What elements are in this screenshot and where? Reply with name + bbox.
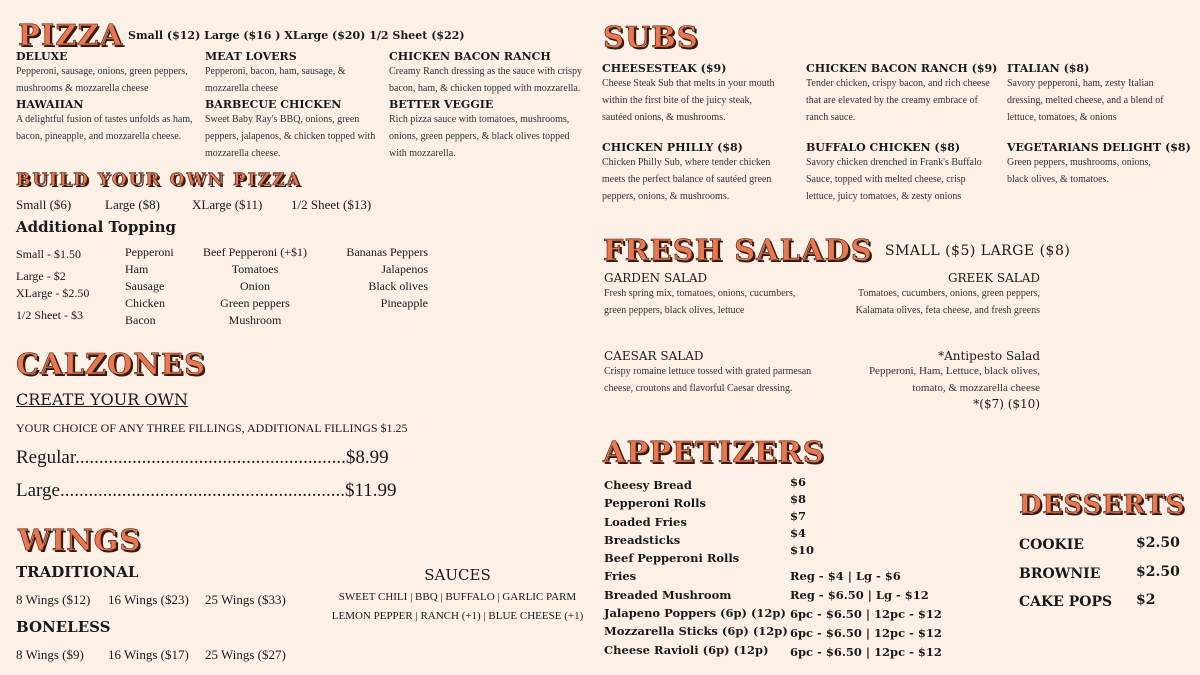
- wings-boneless-title: BONELESS: [16, 618, 111, 636]
- subs-heading: SUBS: [603, 20, 699, 54]
- item-desc: Sweet Baby Ray's BBQ, onions, green peppers, jalapenos, & chicken topped with mozzarella cheese.: [205, 114, 376, 159]
- appetizer-name: Cheese Ravioli (6p) (12p): [604, 642, 769, 657]
- salad-item-garden: [604, 271, 814, 319]
- item-title: BARBECUE CHICKEN: [205, 98, 342, 111]
- wings-bone-25: 25 Wings ($27): [205, 647, 286, 662]
- appetizer-name: Breadsticks: [604, 532, 681, 547]
- appetizer-name: Jalapeno Poppers (6p) (12p): [604, 606, 786, 621]
- topping: Beef Pepperoni (+$1): [202, 245, 308, 259]
- pizza-item-deluxe: [16, 50, 201, 97]
- item-title: BUFFALO CHICKEN ($8): [806, 141, 961, 154]
- appetizer-name: Cheesy Bread: [604, 478, 692, 492]
- salad-item-greek: [830, 271, 1040, 319]
- item-title: *Antipesto Salad: [938, 349, 1040, 363]
- calzones-heading: CALZONES: [16, 347, 206, 381]
- pizza-item-meat-lovers: [205, 50, 385, 97]
- toppings-col-3: [320, 244, 428, 312]
- item-desc: Green peppers, mushrooms, onions, black olives, & tomatoes.: [1007, 157, 1151, 185]
- item-desc: Tomatoes, cucumbers, onions, green peppers, Kalamata olives, feta cheese, and fresh greens: [855, 288, 1040, 316]
- appetizer-price: $10: [790, 543, 815, 557]
- item-desc: Fresh spring mix, tomatoes, onions, cucumbers, green peppers, black olives, lettuce: [604, 288, 796, 316]
- item-desc: Chicken Philly Sub, where tender chicken meets the perfect balance of sautéed green peppers, onions, & mushrooms.: [602, 157, 772, 202]
- dessert-name: CAKE POPS: [1019, 594, 1113, 610]
- appetizer-price: $4: [790, 526, 807, 540]
- appetizer-names: [604, 476, 788, 659]
- pizza-sizes: Small ($12) Large ($16 ) XLarge ($20) 1/2 Sheet ($22): [128, 29, 465, 42]
- topping: Black olives: [368, 279, 428, 293]
- wings-bone-16: 16 Wings ($17): [108, 647, 189, 662]
- appetizer-prices-bottom: [790, 567, 942, 662]
- sauces-title: SAUCES: [424, 566, 491, 584]
- sub-item-buffalo-chicken: [806, 141, 996, 205]
- sub-item-chicken-philly: [602, 141, 782, 205]
- item-title: CHICKEN BACON RANCH ($9): [806, 62, 998, 75]
- pizza-item-bbq-chicken: [205, 98, 383, 162]
- item-desc: Crispy romaine lettuce tossed with grated parmesan cheese, croutons and flavorful Caesar dressing.: [604, 366, 812, 394]
- topping-price: Large - $2: [16, 269, 66, 283]
- appetizer-price: Reg - $6.50 | Lg - $12: [790, 588, 929, 602]
- item-desc: Creamy Ranch dressing as the sauce with crispy bacon, ham, & chicken topped with mozzarella.: [389, 66, 583, 94]
- wings-bone-8: 8 Wings ($9): [16, 647, 84, 662]
- item-title: CHICKEN BACON RANCH: [389, 50, 551, 63]
- dessert-price: $2.50: [1136, 535, 1180, 551]
- pizza-heading: PIZZA: [18, 18, 124, 52]
- build-size-half-sheet: 1/2 Sheet ($13): [291, 197, 372, 212]
- pizza-item-hawaiian: [16, 98, 196, 145]
- dessert-name: COOKIE: [1019, 537, 1084, 553]
- salad-item-caesar: [604, 349, 814, 397]
- item-title: GREEK SALAD: [947, 271, 1040, 285]
- item-desc: Pepperoni, sausage, onions, green peppers, mushrooms & mozzarella cheese: [16, 66, 188, 94]
- salads-sizes: SMALL ($5) LARGE ($8): [885, 243, 1071, 259]
- wings-trad-8: 8 Wings ($12): [16, 592, 91, 607]
- appetizer-name: Breaded Mushroom: [604, 587, 732, 602]
- sauces-line-1: SWEET CHILI | BBQ | BUFFALO | GARLIC PARM: [338, 591, 577, 603]
- appetizer-price: Reg - $4 | Lg - $6: [790, 569, 901, 583]
- item-title: HAWAIIAN: [16, 98, 84, 111]
- item-desc: Cheese Steak Sub that melts in your mouth within the first bite of the juicy steak, sautéed onions, & mushrooms.: [602, 78, 775, 123]
- calzones-subtitle: CREATE YOUR OWN: [16, 390, 188, 409]
- dessert-names: [1019, 531, 1112, 617]
- item-title: CHEESESTEAK ($9): [602, 62, 727, 75]
- appetizers-heading: APPETIZERS: [603, 435, 825, 469]
- appetizer-prices-top: [790, 474, 814, 559]
- topping: Onion: [240, 279, 270, 293]
- item-desc: Savory chicken drenched in Frank's Buffalo Sauce, topped with melted cheese, crisp lettuce, juicy tomatoes, & zesty onions: [806, 157, 982, 202]
- calzone-large-price: Large............................................................$11.99: [16, 480, 397, 501]
- item-title: MEAT LOVERS: [205, 50, 297, 63]
- additional-topping-title: Additional Topping: [16, 218, 177, 236]
- item-desc: Savory pepperoni, ham, zesty Italian dressing, melted cheese, and a blend of lettuce, tomatoes, & onions: [1007, 78, 1164, 123]
- item-title: CAESAR SALAD: [604, 349, 704, 363]
- item-title: VEGETARIANS DELIGHT ($8): [1007, 141, 1191, 154]
- desserts-heading: DESSERTS: [1019, 490, 1186, 520]
- sub-item-italian: [1007, 62, 1187, 126]
- topping: Green peppers: [220, 296, 290, 310]
- topping-price: XLarge - $2.50: [16, 286, 90, 300]
- topping: Bananas Peppers: [346, 245, 428, 259]
- wings-heading: WINGS: [18, 523, 142, 557]
- topping-price: 1/2 Sheet - $3: [16, 308, 83, 322]
- item-title: DELUXE: [16, 50, 68, 63]
- build-size-xlarge: XLarge ($11): [192, 197, 263, 212]
- wings-trad-25: 25 Wings ($33): [205, 592, 286, 607]
- toppings-col-2: [200, 244, 310, 329]
- appetizer-name: Beef Pepperoni Rolls: [604, 551, 740, 566]
- wings-traditional-title: TRADITIONAL: [16, 563, 139, 581]
- topping: Jalapenos: [381, 262, 428, 276]
- sauces-line-2: LEMON PEPPER | RANCH (+1) | BLUE CHEESE (+1): [331, 610, 584, 622]
- appetizer-name: Pepperoni Rolls: [604, 496, 706, 511]
- item-title: BETTER VEGGIE: [389, 98, 494, 111]
- appetizer-name: Loaded Fries: [604, 514, 687, 529]
- sub-item-vegetarians-delight: [1007, 141, 1191, 188]
- appetizer-price: 6pc - $6.50 | 12pc - $12: [790, 645, 942, 659]
- sub-item-chicken-bacon-ranch: [806, 62, 996, 126]
- item-title: ITALIAN ($8): [1007, 62, 1090, 75]
- build-size-small: Small ($6): [16, 197, 72, 212]
- topping: Sausage: [125, 279, 165, 293]
- item-desc: Rich pizza sauce with tomatoes, mushrooms, onions, green peppers, & black olives topped with mozzarella.: [389, 114, 570, 159]
- pizza-item-better-veggie: [389, 98, 584, 162]
- calzones-note: YOUR CHOICE OF ANY THREE FILLINGS, ADDITIONAL FILLINGS $1.25: [16, 421, 408, 435]
- dessert-prices: [1136, 529, 1180, 615]
- item-title: CHICKEN PHILLY ($8): [602, 141, 743, 154]
- wings-trad-16: 16 Wings ($23): [108, 592, 189, 607]
- salads-heading: FRESH SALADS: [603, 233, 873, 267]
- appetizer-price: $6: [790, 475, 807, 489]
- appetizer-name: Fries: [604, 569, 637, 584]
- topping: Pineapple: [380, 296, 428, 310]
- item-desc: A delightful fusion of tastes unfolds as ham, bacon, pineapple, and mozzarella cheese.: [16, 114, 193, 142]
- appetizer-name: Mozzarella Sticks (6p) (12p): [604, 624, 788, 639]
- pizza-item-chicken-bacon-ranch: [389, 50, 594, 97]
- build-your-own-heading: BUILD YOUR OWN PIZZA: [16, 170, 302, 190]
- dessert-price: $2: [1136, 592, 1156, 608]
- appetizer-price: $8: [790, 492, 807, 506]
- appetizer-price: 6pc - $6.50 | 12pc - $12: [790, 626, 942, 640]
- item-desc: Pepperoni, Ham, Lettuce, black olives, tomato, & mozzarella cheese: [868, 365, 1040, 394]
- topping: Pepperoni: [125, 245, 174, 259]
- topping: Mushroom: [228, 313, 282, 327]
- topping: Bacon: [125, 313, 156, 327]
- toppings-col-1: [125, 244, 174, 329]
- topping: Chicken: [125, 296, 165, 310]
- appetizer-price: 6pc - $6.50 | 12pc - $12: [790, 607, 942, 621]
- dessert-name: BROWNIE: [1019, 565, 1101, 582]
- calzone-regular-price: Regular.........................................................$8.99: [16, 447, 389, 468]
- item-desc: Tender chicken, crispy bacon, and rich cheese that are elevated by the creamy embrace of ranch sauce.: [806, 78, 990, 123]
- item-title: GARDEN SALAD: [604, 271, 708, 285]
- salad-item-antipesto: [840, 349, 1040, 411]
- topping-price: Small - $1.50: [16, 247, 81, 261]
- item-desc: Pepperoni, bacon, ham, sausage, & mozzarella cheese: [205, 66, 346, 94]
- antipesto-price: *($7) ($10): [973, 397, 1040, 411]
- sub-item-cheesesteak: [602, 62, 782, 126]
- topping: Ham: [125, 262, 149, 276]
- appetizer-price: $7: [790, 509, 807, 523]
- dessert-price: $2.50: [1136, 563, 1180, 580]
- topping: Tomatoes: [231, 262, 279, 276]
- topping-prices: [16, 244, 89, 325]
- build-size-large: Large ($8): [105, 197, 160, 212]
